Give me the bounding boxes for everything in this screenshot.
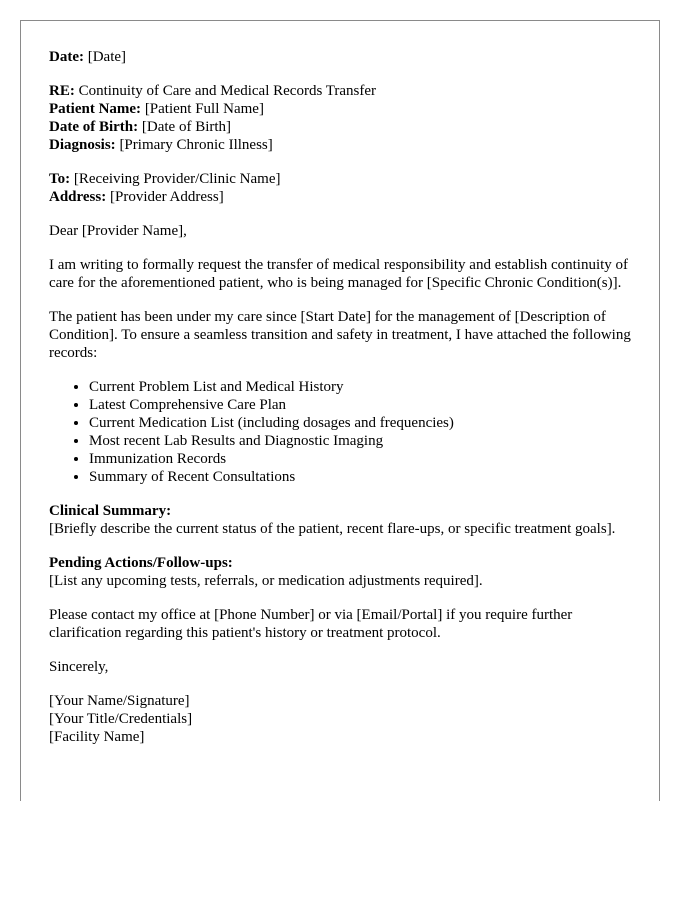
closing: Sincerely,	[49, 659, 109, 675]
address-value: [Provider Address]	[106, 189, 224, 205]
re-line	[49, 82, 633, 100]
diagnosis-label: Diagnosis:	[49, 137, 116, 153]
list-item: • Most recent Lab Results and Diagnostic Imaging	[89, 432, 633, 450]
to-value: [Receiving Provider/Clinic Name]	[70, 171, 281, 187]
patient-name-line	[49, 100, 633, 118]
records-list	[49, 378, 633, 486]
dob-value: [Date of Birth]	[138, 119, 232, 135]
list-item: • Summary of Recent Consultations	[89, 468, 633, 486]
list-item: • Latest Comprehensive Care Plan	[89, 396, 633, 414]
address-label: Address:	[49, 189, 107, 205]
to-label: To:	[49, 171, 71, 187]
date-label: Date:	[49, 49, 84, 65]
pending-actions-section	[49, 554, 633, 590]
letter-content	[49, 48, 633, 746]
list-item: • Current Medication List (including dosages and frequencies)	[89, 414, 633, 432]
contact-paragraph: Please contact my office at [Phone Number] or via [Email/Portal] if you require further clarification regarding this patient's history or treatment protocol.	[49, 607, 573, 641]
signature-title: [Your Title/Credentials]	[49, 711, 193, 727]
list-item: • Current Problem List and Medical History	[89, 378, 633, 396]
letter-page	[20, 20, 660, 801]
greeting: Dear [Provider Name],	[49, 223, 187, 239]
address-line	[49, 188, 633, 206]
list-item: • Immunization Records	[89, 450, 633, 468]
pending-actions-heading-text: Pending Actions/Follow-ups:	[49, 555, 233, 571]
diagnosis-value: [Primary Chronic Illness]	[115, 137, 273, 153]
to-line	[49, 170, 633, 188]
signature-block	[49, 692, 633, 746]
subject-block	[49, 82, 633, 154]
re-label: RE:	[49, 83, 75, 99]
dob-label: Date of Birth:	[49, 119, 139, 135]
dob-line	[49, 118, 633, 136]
pending-actions-text: [List any upcoming tests, referrals, or medication adjustments required].	[49, 573, 483, 589]
clinical-summary-heading-text: Clinical Summary:	[49, 503, 172, 519]
date-line	[49, 48, 633, 66]
re-value: Continuity of Care and Medical Records Transfer	[74, 83, 377, 99]
history-paragraph: The patient has been under my care since [Start Date] for the management of [Description of Condition]. To ensure a seamless transition and safety in treatment, I have attached the following records:	[49, 309, 631, 361]
recipient-block	[49, 170, 633, 206]
diagnosis-line	[49, 136, 633, 154]
patient-name-value: [Patient Full Name]	[141, 101, 264, 117]
date-value: [Date]	[83, 49, 127, 65]
clinical-summary-heading	[49, 502, 633, 520]
patient-name-label: Patient Name:	[49, 101, 142, 117]
clinical-summary-section	[49, 502, 633, 538]
signature-name: [Your Name/Signature]	[49, 693, 190, 709]
signature-facility: [Facility Name]	[49, 729, 145, 745]
intro-paragraph: I am writing to formally request the transfer of medical responsibility and establish continuity of care for the aforementioned patient, who is being managed for [Specific Chronic Condition(s)].	[49, 257, 629, 291]
clinical-summary-text: [Briefly describe the current status of the patient, recent flare-ups, or specific treatment goals].	[49, 521, 616, 537]
pending-actions-heading	[49, 554, 633, 572]
